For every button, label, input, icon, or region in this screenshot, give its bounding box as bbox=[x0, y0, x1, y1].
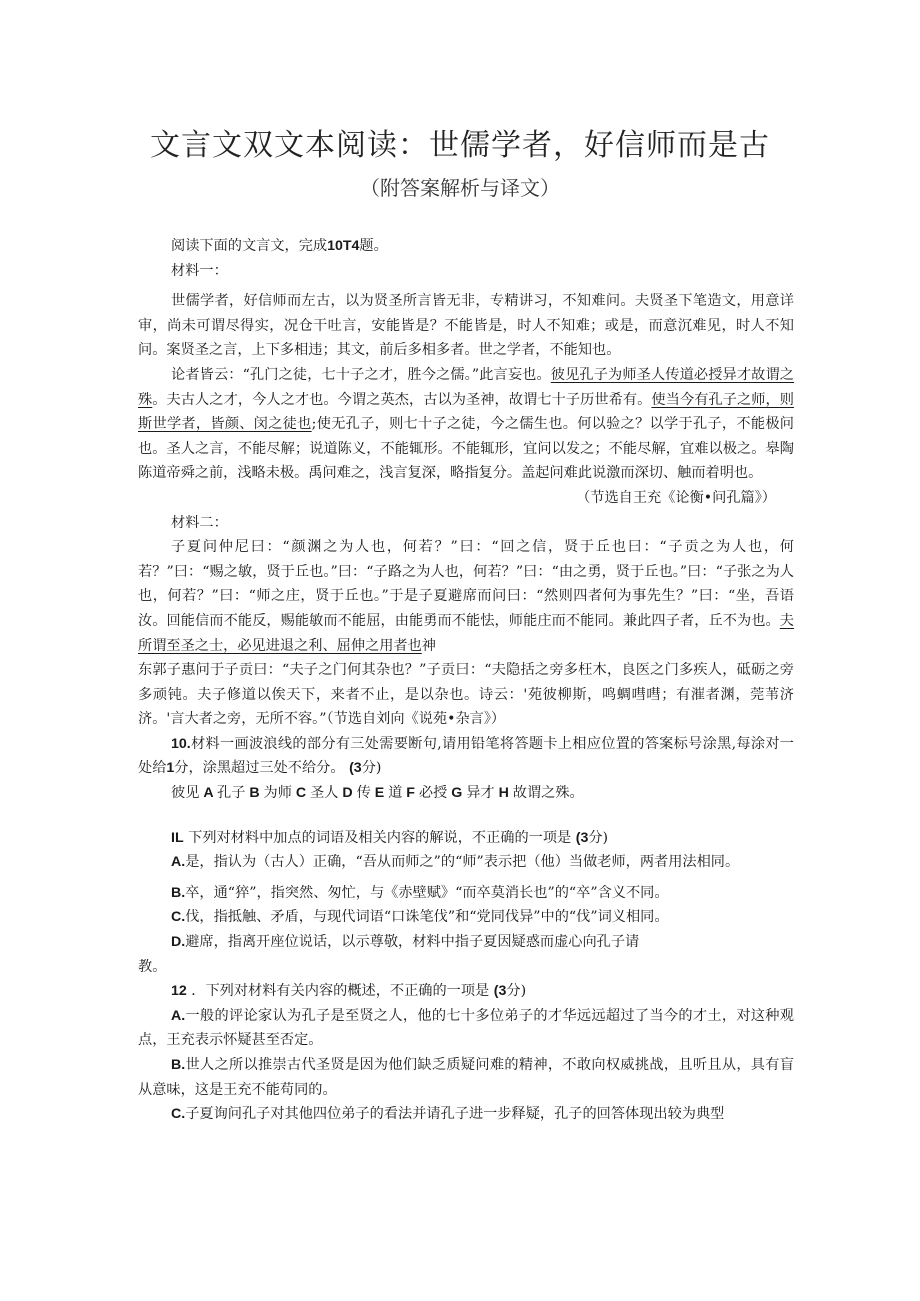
option-letter: B. bbox=[171, 884, 186, 901]
intro-text: 阅读下面的文言文，完成 bbox=[171, 238, 328, 254]
option-segment: 圣人 bbox=[310, 785, 339, 802]
q10-score-unit: 分) bbox=[361, 760, 382, 777]
break-label-b: B bbox=[245, 785, 264, 802]
option-letter: C. bbox=[171, 1106, 186, 1123]
q11-text: 下列对材料中加点的词语及相关内容的解说，不正确的一项是 bbox=[188, 829, 572, 846]
q10-score: (3 bbox=[349, 760, 362, 777]
option-letter: A. bbox=[171, 1007, 186, 1024]
material-1-source: （节选自王充《论衡•问孔篇》） bbox=[576, 489, 776, 506]
option-text: 一般的评论家认为孔子是至贤之人，他的七十多位弟子的才华远远超过了当今的才土，对这种观点，王充表示怀疑甚至否定。 bbox=[138, 1007, 794, 1049]
break-label-e: E bbox=[370, 785, 389, 802]
option-letter: D. bbox=[171, 934, 186, 951]
material-2-paragraph-2: 东郭子惠问于子贡曰：“夫子之门何其杂也？”子贡曰：“夫隐括之旁多枉木，良医之门多疾人，砥砺之旁多顽钝。夫子修道以俟天下，来者不止，是以杂也。诗云：'苑彼柳斯，鸣蜩嘒嘒；有漼者渊，莞苇济济。'言大者之旁，无所不容。”（节选自刘向《说苑•杂言》） bbox=[138, 662, 794, 728]
option-letter: B. bbox=[171, 1057, 186, 1073]
q12-text: ．下列对材料有关内容的概述，不正确的一项是 bbox=[191, 983, 490, 1000]
question-12-option-c bbox=[138, 1102, 794, 1127]
option-text: 避席，指离开座位说话，以示尊敬，材料中指子夏因疑惑而虚心向孔子请 bbox=[185, 934, 640, 951]
option-segment: 为师 bbox=[263, 785, 292, 802]
m2-p1-text-b: 神 bbox=[421, 637, 436, 654]
option-segment: 道 bbox=[388, 785, 403, 802]
question-12-option-b bbox=[138, 1053, 794, 1102]
page-title: 文言文双文本阅读：世儒学者，好信师而是古 bbox=[150, 128, 770, 163]
m2-p1-text-a: 子夏问仲尼曰：“颜渊之为人也，何若？”曰：“回之信，贤于丘也曰：“子贡之为人也，何若？”曰：“赐之敏，贤于丘也。”曰：“子路之为人也，何若？”曰：“由之勇，贤于丘也。”曰：“子张之为人也，何若？”曰：“师之庄，贤于丘也。”于是子夏避席而问曰：“然则四者何为事先生？”曰：“坐，吾语汝。回能信而不能反，赐能敏而不能屈，由能勇而不能怯，师能庄而不能同。兼此四子者，丘不为也。 bbox=[138, 539, 794, 629]
break-label-a: A bbox=[199, 785, 217, 802]
break-label-h: H bbox=[494, 785, 513, 802]
m1-p2-text-b: 。夫古人之才，今人之才也。今谓之英杰，古以为圣神，故谓七十子历世希有。 bbox=[152, 391, 652, 408]
intro-question-range: 10T4 bbox=[327, 238, 360, 254]
option-segment: 必授 bbox=[418, 785, 448, 802]
intro-text-end: 题。 bbox=[359, 238, 388, 254]
question-10-number: 10. bbox=[171, 735, 191, 752]
option-segment: 异才 bbox=[466, 785, 495, 802]
question-11-option-d bbox=[138, 930, 794, 955]
option-text: 子夏询问孔子对其他四位弟子的看法并请孔子进一步释疑，孔子的回答体现出较为典型 bbox=[185, 1106, 725, 1123]
material-2-label: 材料二： bbox=[171, 514, 228, 531]
material-2-paragraph-1 bbox=[138, 535, 794, 658]
option-text: 卒，通“猝”，指突然、匆忙，与《赤壁赋》“而卒莫消长也”的“卒”含义不同。 bbox=[185, 884, 669, 901]
question-11-stem bbox=[138, 826, 794, 851]
q10-text-2: 分，涂黑超过三处不给分。 bbox=[174, 760, 345, 777]
document-body bbox=[138, 234, 794, 1127]
q12-score: (3 bbox=[493, 983, 507, 1000]
q11-score-unit: 分) bbox=[588, 829, 609, 846]
question-11-option-c bbox=[138, 905, 794, 930]
q12-score-unit: 分) bbox=[506, 983, 527, 1000]
question-10-stem bbox=[138, 732, 794, 781]
m1-p2-text-c: ;使无孔子，则七十子之徒，今之儒生也。何以验之？以学于孔子，不能极问也。圣人之言，不能尽解；说道陈义，不能辄形。不能辄形，宜问以发之；不能尽解，宜难以极之。皋陶陈道帝舜之前，浅略未极。禹问难之，浅言复深，略指复分。盖起问难此说激而深切、触而着明也。 bbox=[138, 416, 794, 482]
question-11-option-d-end: 教。 bbox=[138, 958, 167, 975]
underlined-passage: 使当今有孔子之师，则斯世学者，皆颜、闵之徒也 bbox=[138, 391, 794, 433]
material-1-label: 材料一： bbox=[171, 262, 228, 279]
option-letter: C. bbox=[171, 909, 186, 926]
q10-text-1: 材料一画波浪线的部分有三处需要断句,请用铅笔将答题卡上相应位置的答案标号涂黑,每涂对一处给 bbox=[138, 735, 794, 777]
question-12-stem bbox=[138, 979, 794, 1004]
question-12-number: 12 bbox=[171, 983, 187, 1000]
option-text: 伐，指抵触、矛盾，与现代词语“口诛笔伐”和“党同伐异”中的“伐”词义相同。 bbox=[185, 909, 669, 926]
option-segment: 故谓之殊。 bbox=[512, 785, 584, 802]
break-label-d: D bbox=[338, 785, 357, 802]
question-12-option-a bbox=[138, 1004, 794, 1053]
option-text: 是，指认为（古人）正确，“吾从而师之”的“师”表示把（他）当做老师，两者用法相同。 bbox=[185, 854, 740, 871]
wavy-underlined-passage: 彼见孔子为师圣人传道必授异才故谓之殊 bbox=[138, 366, 794, 408]
option-segment: 孔子 bbox=[217, 785, 246, 802]
option-segment: 传 bbox=[356, 785, 371, 802]
break-label-c: C bbox=[291, 785, 311, 802]
question-11-option-a bbox=[138, 850, 794, 875]
option-text: 世人之所以推崇古代圣贤是因为他们缺乏质疑问难的精神，不敢向权威挑战，且听且从，具有盲从意味，这是王充不能苟同的。 bbox=[138, 1057, 794, 1098]
intro-line bbox=[138, 234, 794, 259]
break-label-f: F bbox=[402, 785, 419, 802]
break-label-g: G bbox=[447, 785, 467, 802]
question-11-option-b bbox=[138, 881, 794, 906]
option-segment: 彼见 bbox=[171, 785, 200, 802]
question-10-options bbox=[138, 781, 794, 806]
option-letter: A. bbox=[171, 854, 186, 871]
underlined-passage-2: 夫所谓至圣之士，必见进退之利、屈伸之用者也 bbox=[138, 612, 794, 654]
material-1-paragraph-1: 世儒学者，好信师而左古，以为贤圣所言皆无非，专精讲习，不知难问。夫贤圣下笔造文，用意详审，尚未可谓尽得实，况仓干吐言，安能皆是？不能皆是，时人不知难；或是，而意沉难见，时人不知问。案贤圣之言，上下多相违；其文，前后多相多者。世之学者，不能知也。 bbox=[138, 293, 794, 359]
q10-point: 1 bbox=[166, 760, 175, 777]
q11-score: (3 bbox=[575, 829, 589, 846]
material-1-paragraph-2 bbox=[138, 363, 794, 486]
page-subtitle: （附答案解析与译文） bbox=[360, 176, 560, 200]
m1-p2-text-a: 论者皆云：“孔门之徒，七十子之才，胜今之儒。”此言妄也。 bbox=[171, 366, 551, 383]
question-11-number: IL bbox=[171, 829, 184, 846]
